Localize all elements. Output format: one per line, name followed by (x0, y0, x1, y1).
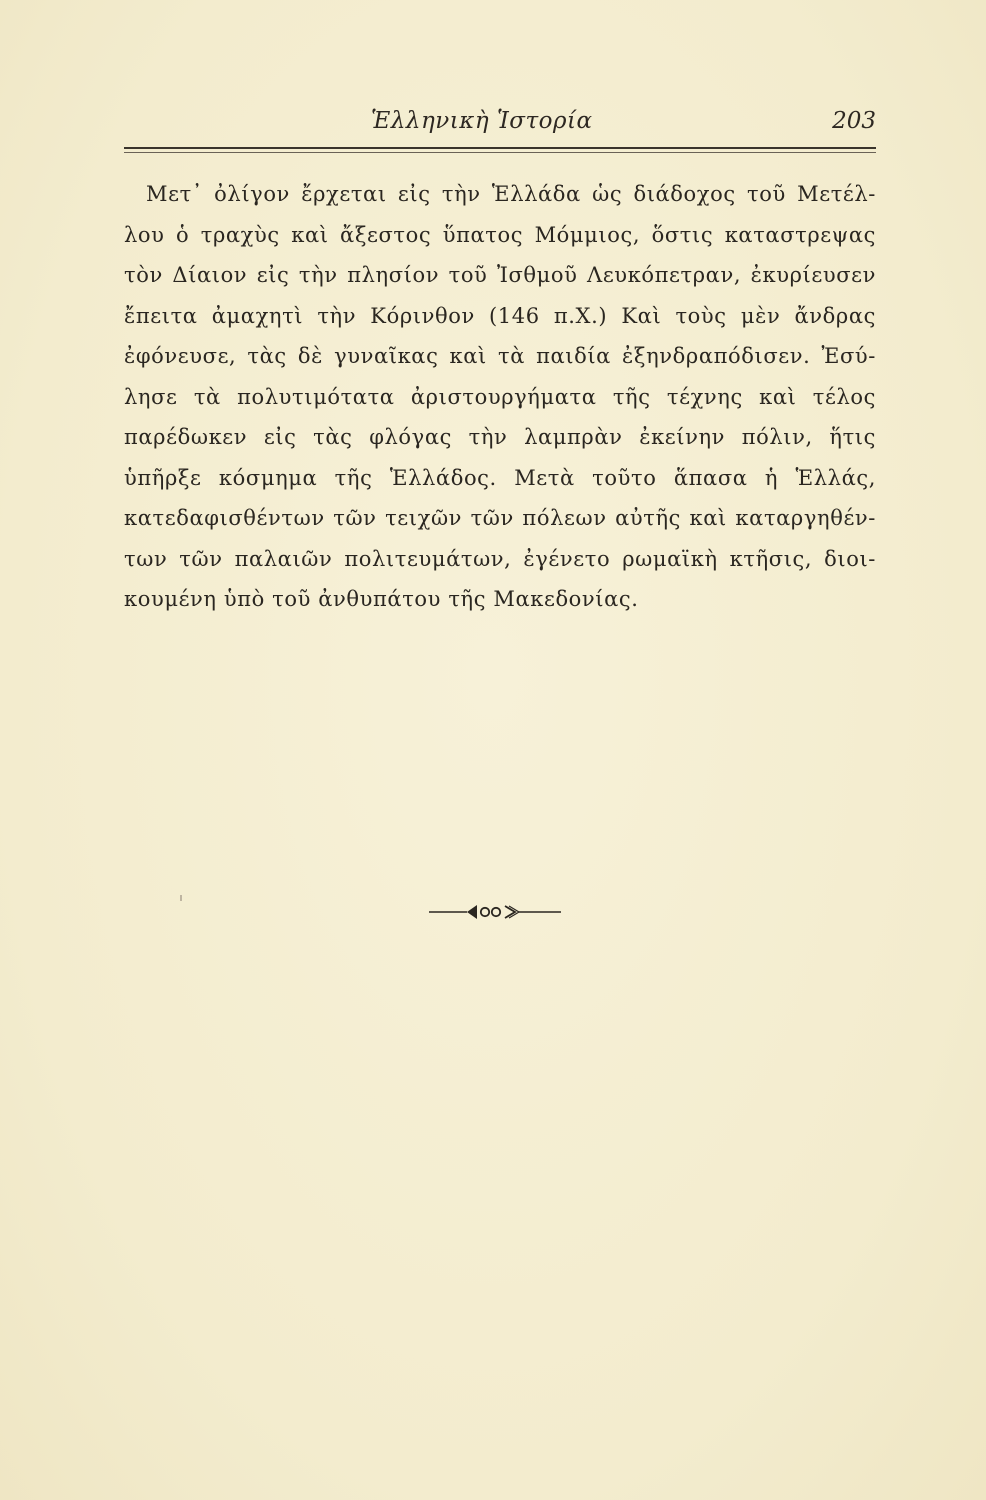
text-line: κατεδαφισθέντων τῶν τειχῶν τῶν πόλεων αὐτῆς καὶ καταργηθέν- (124, 506, 876, 530)
header-rule (124, 147, 876, 149)
text-line: Μετ᾽ ὀλίγον ἔρχεται εἰς τὴν Ἑλλάδα ὡς διάδοχος τοῦ Μετέλ- (146, 182, 876, 206)
page-number: 203 (832, 108, 876, 134)
text-line: ἔπειτα ἀμαχητὶ τὴν Κόρινθον (146 π.Χ.) Καὶ τοὺς μὲν ἄνδρας (124, 303, 876, 328)
paper-speck (180, 895, 182, 901)
body-paragraph (124, 174, 876, 620)
header-rule-thin (124, 152, 876, 153)
page-header (124, 108, 876, 148)
text-line: λου ὁ τραχὺς καὶ ἄξεστος ὕπατος Μόμμιος, ὅστις καταστρεψας (124, 222, 876, 247)
running-title: Ἑλληνικὴ Ἱστορία (371, 108, 593, 134)
text-line: ἐφόνευσε, τὰς δὲ γυναῖκας καὶ τὰ παιδία ἐξηνδραπόδισεν. Ἐσύ- (124, 344, 876, 368)
text-line: ὑπῆρξε κόσμημα τῆς Ἑλλάδος. Μετὰ τοῦτο ἅπασα ἡ Ἑλλάς, (124, 465, 876, 490)
text-line: κουμένη ὑπὸ τοῦ ἀνθυπάτου τῆς Μακεδονίας. (124, 587, 639, 611)
tailpiece-ornament-icon (427, 900, 563, 924)
text-line: παρέδωκεν εἰς τὰς φλόγας τὴν λαμπρὰν ἐκείνην πόλιν, ἥτις (124, 425, 876, 449)
text-line: λησε τὰ πολυτιμότατα ἀριστουργήματα τῆς τέχνης καὶ τέλος (124, 384, 876, 409)
text-line: τὸν Δίαιον εἰς τὴν πλησίον τοῦ Ἰσθμοῦ Λευκόπετραν, ἐκυρίευσεν (124, 263, 876, 287)
text-line: των τῶν παλαιῶν πολιτευμάτων, ἐγένετο ρωμαϊκὴ κτῆσις, διοι- (124, 546, 876, 571)
